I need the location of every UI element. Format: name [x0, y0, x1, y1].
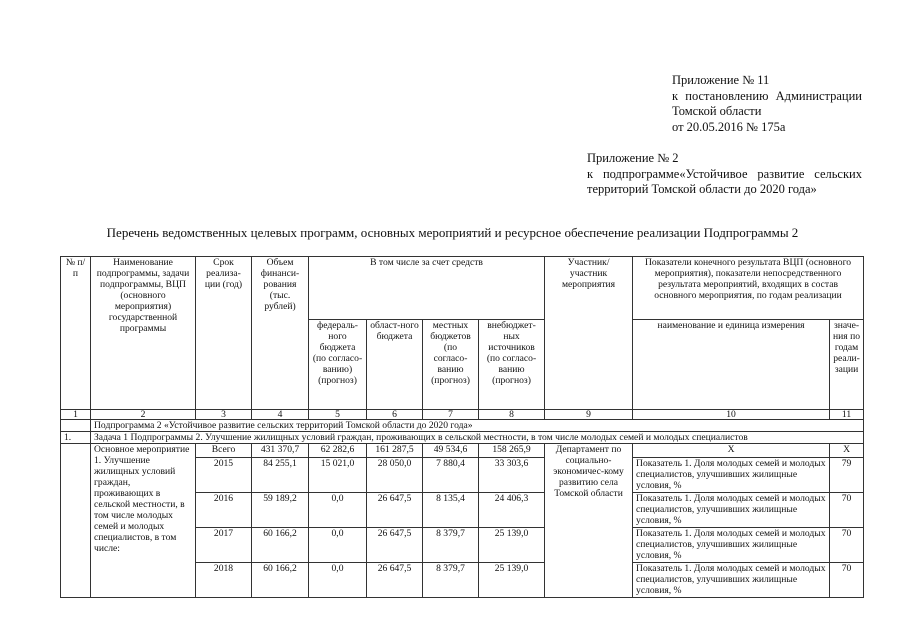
column-number: 2 — [91, 410, 196, 420]
row-indicator: X — [633, 444, 830, 458]
row-year: 2017 — [196, 528, 252, 563]
row-volume: 59 189,2 — [252, 493, 309, 528]
header-extra: внебюджет-ных источников (по согласо-ванию (прогноз) — [479, 320, 545, 410]
row-regional: 28 050,0 — [367, 458, 423, 493]
row-federal: 0,0 — [309, 493, 367, 528]
column-number: 7 — [423, 410, 479, 420]
row-volume: 60 166,2 — [252, 563, 309, 598]
row-federal: 0,0 — [309, 563, 367, 598]
row-regional: 26 647,5 — [367, 493, 423, 528]
row-volume: 84 255,1 — [252, 458, 309, 493]
row-local: 8 379,7 — [423, 528, 479, 563]
row-value: X — [830, 444, 864, 458]
row-year: 2015 — [196, 458, 252, 493]
row-regional: 26 647,5 — [367, 528, 423, 563]
header-indicators: Показатели конечного результата ВЦП (основного мероприятия), показатели непосредственного результата мероприятий, входящих в состав основного мероприятия, по годам реализации — [633, 257, 864, 320]
row-volume: 431 370,7 — [252, 444, 309, 458]
row-indicator: Показатель 1. Доля молодых семей и молодых специалистов, улучшивших жилищные условия, % — [633, 458, 830, 493]
subprogram-row — [61, 420, 864, 432]
row-extra: 33 303,6 — [479, 458, 545, 493]
row-regional: 26 647,5 — [367, 563, 423, 598]
subprogram-num-cell — [61, 420, 91, 432]
header-participant: Участник/ участник мероприятия — [545, 257, 633, 410]
document-title: Перечень ведомственных целевых программ, основных мероприятий и ресурсное обеспечение реализации Подпрограммы 2 — [106, 225, 799, 240]
row-year: 2018 — [196, 563, 252, 598]
column-number: 5 — [309, 410, 367, 420]
column-number: 9 — [545, 410, 633, 420]
row-federal: 15 021,0 — [309, 458, 367, 493]
row-federal: 0,0 — [309, 528, 367, 563]
header-indicator-name: наименование и единица измерения — [633, 320, 830, 410]
row-volume: 60 166,2 — [252, 528, 309, 563]
header-row-1 — [61, 257, 864, 320]
annex-2-line3: территорий Томской области до 2020 года» — [587, 182, 817, 196]
row-local: 8 135,4 — [423, 493, 479, 528]
column-number: 3 — [196, 410, 252, 420]
annex-2-line2: к подпрограмме«Устойчивое развитие сельских — [587, 166, 862, 181]
header-name: Наименование подпрограммы, задачи подпрограммы, ВЦП (основного мероприятия) государственной программы — [91, 257, 196, 410]
row-value: 79 — [830, 458, 864, 493]
annex-2-block — [587, 151, 862, 198]
row-local: 49 534,6 — [423, 444, 479, 458]
row-local: 7 880,4 — [423, 458, 479, 493]
annex-11-line3: Томской области — [672, 104, 762, 118]
activity-name: Основное мероприятие 1. Улучшение жилищных условий граждан, проживающих в сельской местности, в том числе молодых семей и молодых специалистов, в том числе: — [91, 444, 196, 598]
annex-2-title: Приложение № 2 — [587, 151, 679, 165]
header-term: Срок реализа-ции (год) — [196, 257, 252, 410]
row-value: 70 — [830, 493, 864, 528]
row-extra: 158 265,9 — [479, 444, 545, 458]
header-volume: Объем финанси-рования (тыс. рублей) — [252, 257, 309, 410]
row-regional: 161 287,5 — [367, 444, 423, 458]
column-number: 10 — [633, 410, 830, 420]
row-local: 8 379,7 — [423, 563, 479, 598]
column-number: 8 — [479, 410, 545, 420]
header-indicator-value: значе-ния по годам реали-зации — [830, 320, 864, 410]
row-federal: 62 282,6 — [309, 444, 367, 458]
row-year: 2016 — [196, 493, 252, 528]
column-number: 1 — [61, 410, 91, 420]
annex-11-title: Приложение № 11 — [672, 73, 770, 87]
column-number: 4 — [252, 410, 309, 420]
header-local: местных бюджетов (по согласо-ванию (прогноз) — [423, 320, 479, 410]
annex-11-date: от 20.05.2016 № 175а — [672, 119, 786, 134]
row-indicator: Показатель 1. Доля молодых семей и молодых специалистов, улучшивших жилищные условия, % — [633, 528, 830, 563]
row-extra: 25 139,0 — [479, 563, 545, 598]
task-row — [61, 432, 864, 444]
column-number: 11 — [830, 410, 864, 420]
header-including: В том числе за счет средств — [309, 257, 545, 320]
task-num: 1. — [61, 432, 91, 444]
header-num: № п/п — [61, 257, 91, 410]
column-number-row — [61, 410, 864, 420]
row-year: Всего — [196, 444, 252, 458]
row-value: 70 — [830, 563, 864, 598]
header-federal: федераль-ного бюджета (по согласо-ванию) (прогноз) — [309, 320, 367, 410]
row-indicator: Показатель 1. Доля молодых семей и молодых специалистов, улучшивших жилищные условия, % — [633, 493, 830, 528]
row-extra: 24 406,3 — [479, 493, 545, 528]
row-extra: 25 139,0 — [479, 528, 545, 563]
row-indicator: Показатель 1. Доля молодых семей и молодых специалистов, улучшивших жилищные условия, % — [633, 563, 830, 598]
subprogram-title: Подпрограмма 2 «Устойчивое развитие сельских территорий Томской области до 2020 года» — [91, 420, 864, 432]
header-regional: област-ного бюджета — [367, 320, 423, 410]
annex-11-block — [672, 73, 862, 135]
annex-11-line2: к постановлению Администрации — [672, 88, 862, 103]
activity-num-cell — [61, 444, 91, 598]
programs-table — [60, 256, 864, 598]
column-number: 6 — [367, 410, 423, 420]
task-title: Задача 1 Подпрограммы 2. Улучшение жилищных условий граждан, проживающих в сельской местности, в том числе молодых семей и молодых специалистов — [91, 432, 864, 444]
activity-participant: Департамент по социально-экономичес-кому развитию села Томской области — [545, 444, 633, 598]
data-row-total — [61, 444, 864, 458]
row-value: 70 — [830, 528, 864, 563]
